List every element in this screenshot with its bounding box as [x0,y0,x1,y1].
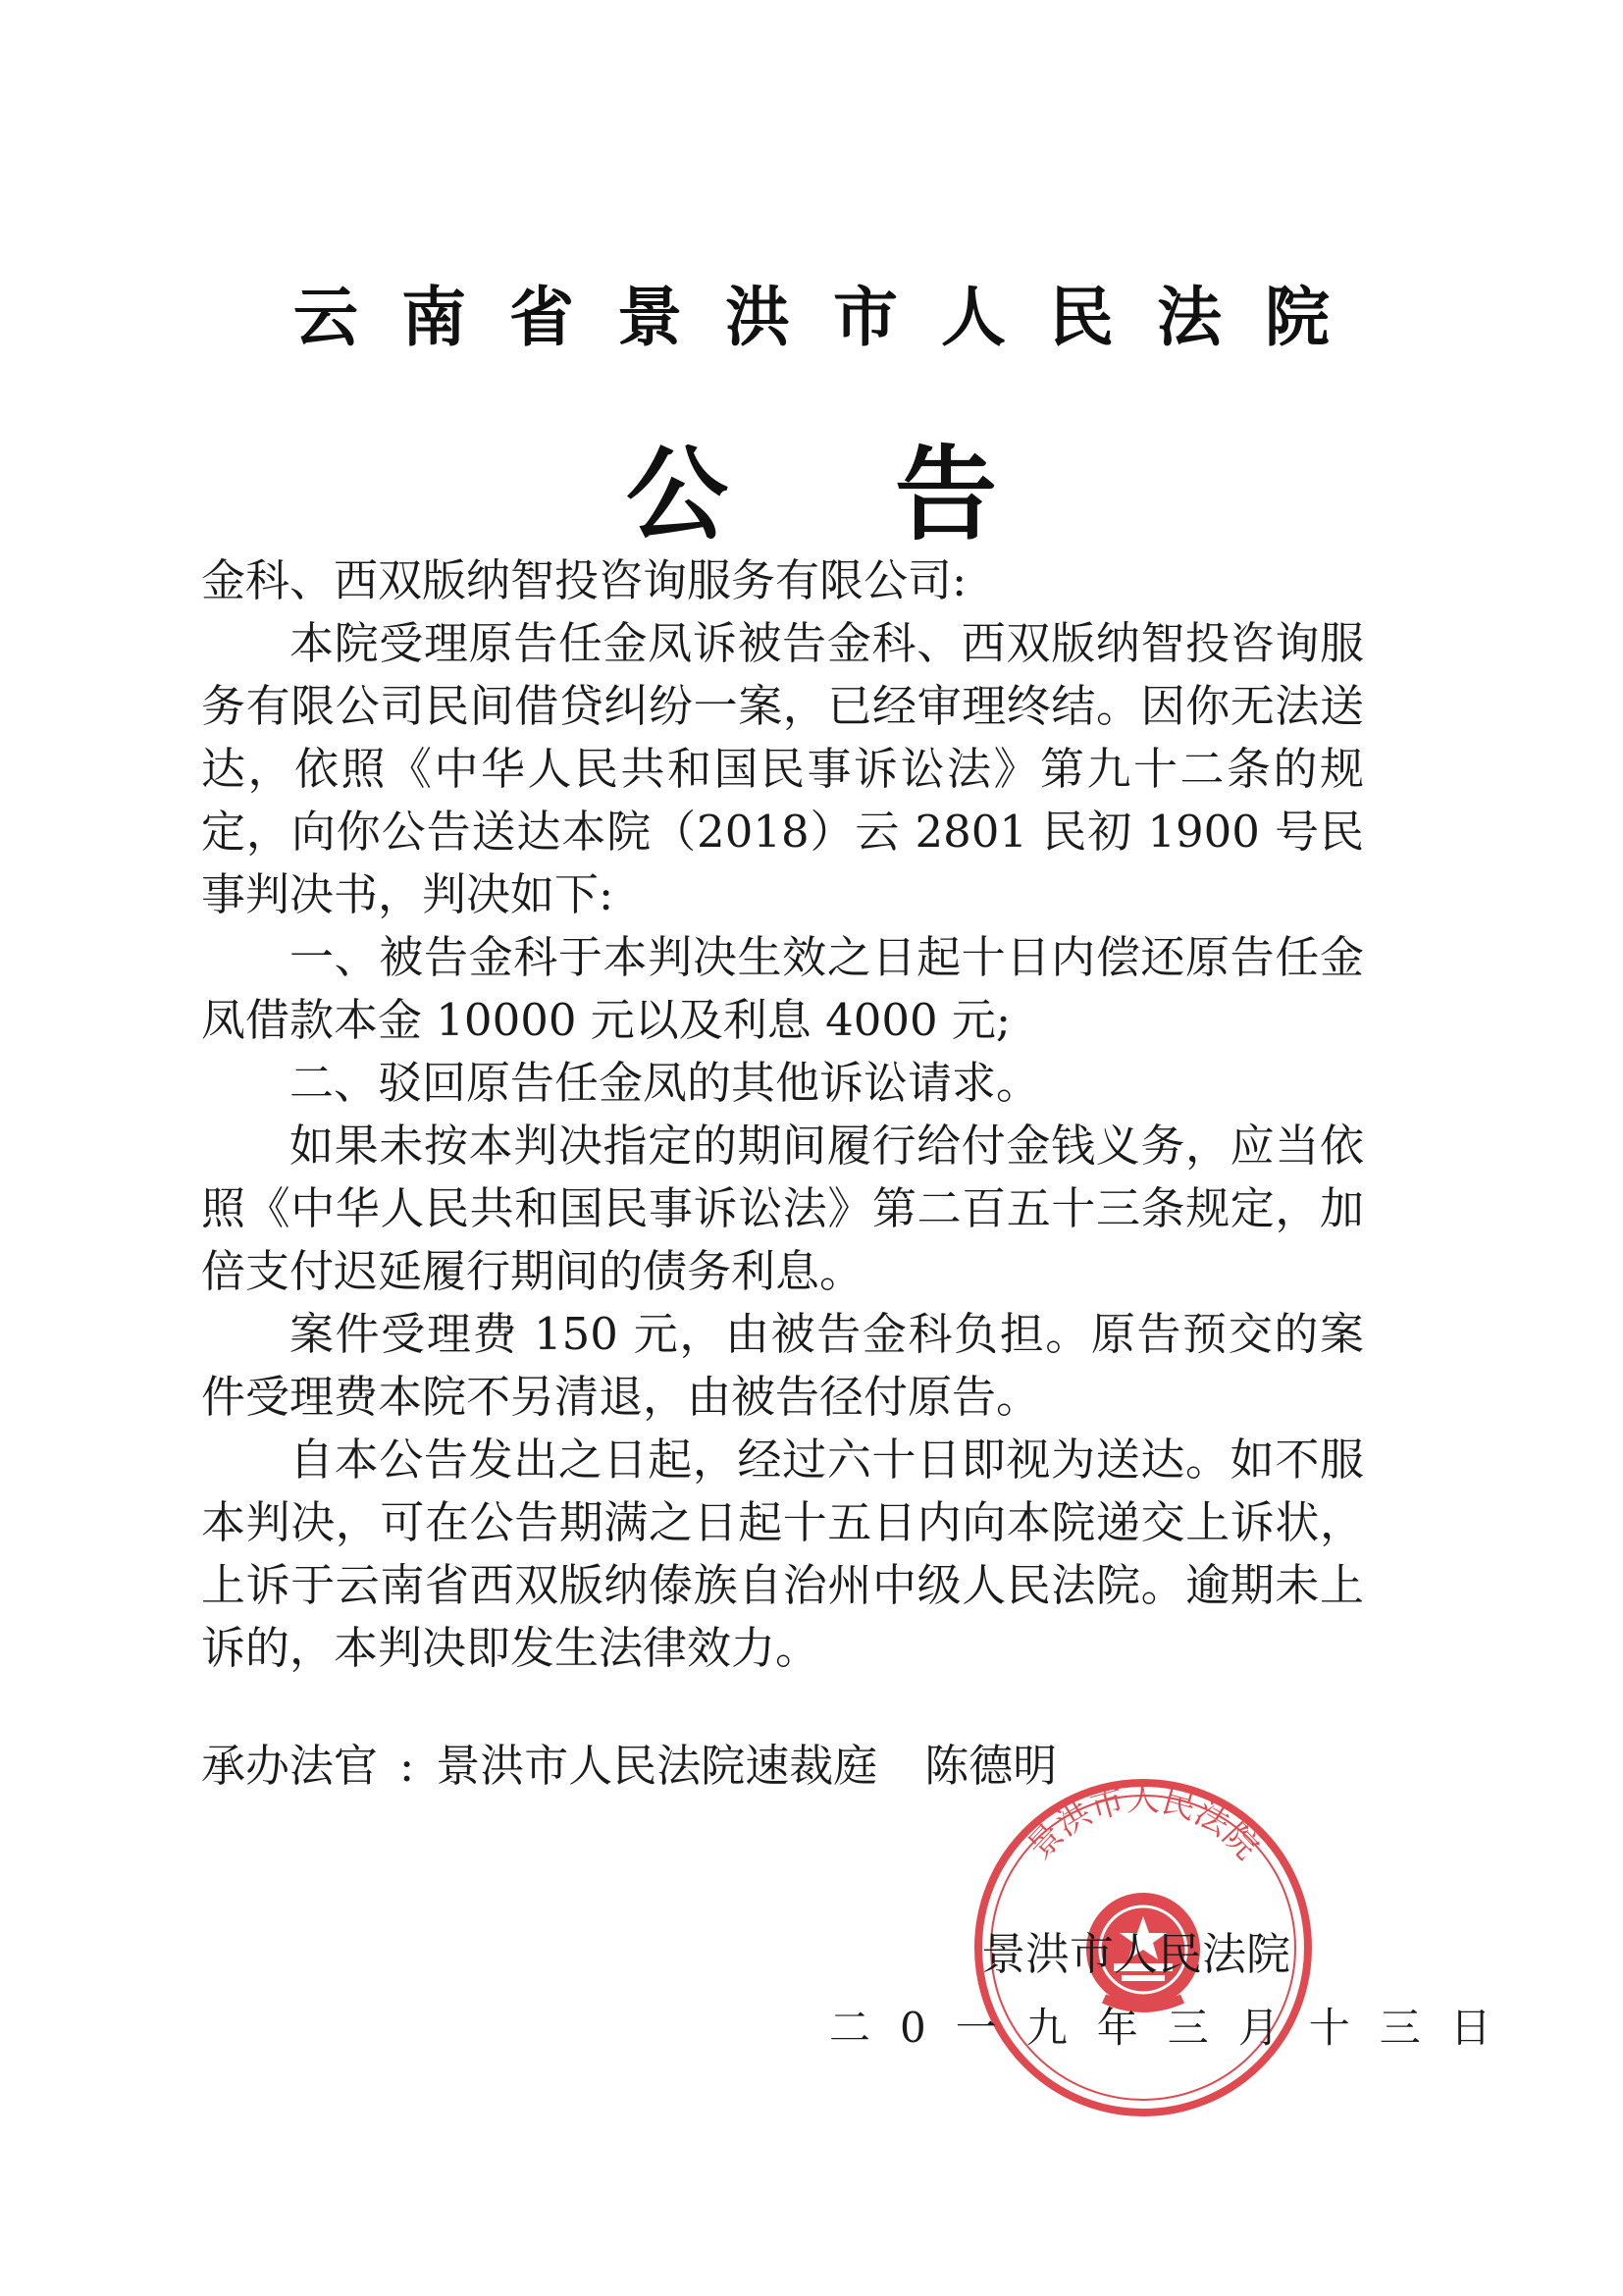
court-name-heading: 云南省景洪市人民法院 [293,279,1373,355]
document-type-heading: 公告 [625,434,1164,554]
paragraph-judgment-item-2: 二、驳回原告任金凤的其他诉讼请求。 [289,1057,1041,1109]
judge-name: 陈德明 [924,1740,1058,1792]
paragraph-late-payment: 如果未按本判决指定的期间履行给付金钱义务，应当依照《中华人民共和国民事诉讼法》第二百五十三条规定，加倍支付迟延履行期间的债务利息。 [201,1120,1364,1297]
judge-tribunal: 景洪市人民法院速裁庭 [436,1740,878,1792]
notice-body [201,549,1364,1680]
judge-separator: : [399,1740,415,1792]
paragraph-judgment-item-1: 一、被告金科于本判决生效之日起十日内偿还原告任金凤借款本金 10000 元以及利息 4000 元; [201,931,1364,1046]
signing-date: 二0一九年三月十三日 [829,2004,1521,2052]
judge-label: 承办法官 [201,1740,379,1792]
presiding-judge-line [201,1735,1057,1798]
paragraph-appeal-notice: 自本公告发出之日起，经过六十日即视为送达。如不服本判决，可在公告期满之日起十五日内向本院递交上诉状，上诉于云南省西双版纳傣族自治州中级人民法院。逾期未上诉的，本判决即发生法律效力。 [201,1434,1364,1674]
addressee-line: 金科、西双版纳智投咨询服务有限公司: [201,554,968,606]
signing-court: 景洪市人民法院 [981,1928,1291,1980]
paragraph-court-fee: 案件受理费 150 元，由被告金科负担。原告预交的案件受理费本院不另清退，由被告径付原告。 [201,1308,1364,1423]
seal-text: 景洪市人民法院 [1020,1780,1267,1867]
paragraph-case-summary: 本院受理原告任金凤诉被告金科、西双版纳智投咨询服务有限公司民间借贷纠纷一案，已经审理终结。因你无法送达，依照《中华人民共和国民事诉讼法》第九十二条的规定，向你公告送达本院（2018）云 2801 民初 1900 号民事判决书，判决如下: [201,617,1364,920]
